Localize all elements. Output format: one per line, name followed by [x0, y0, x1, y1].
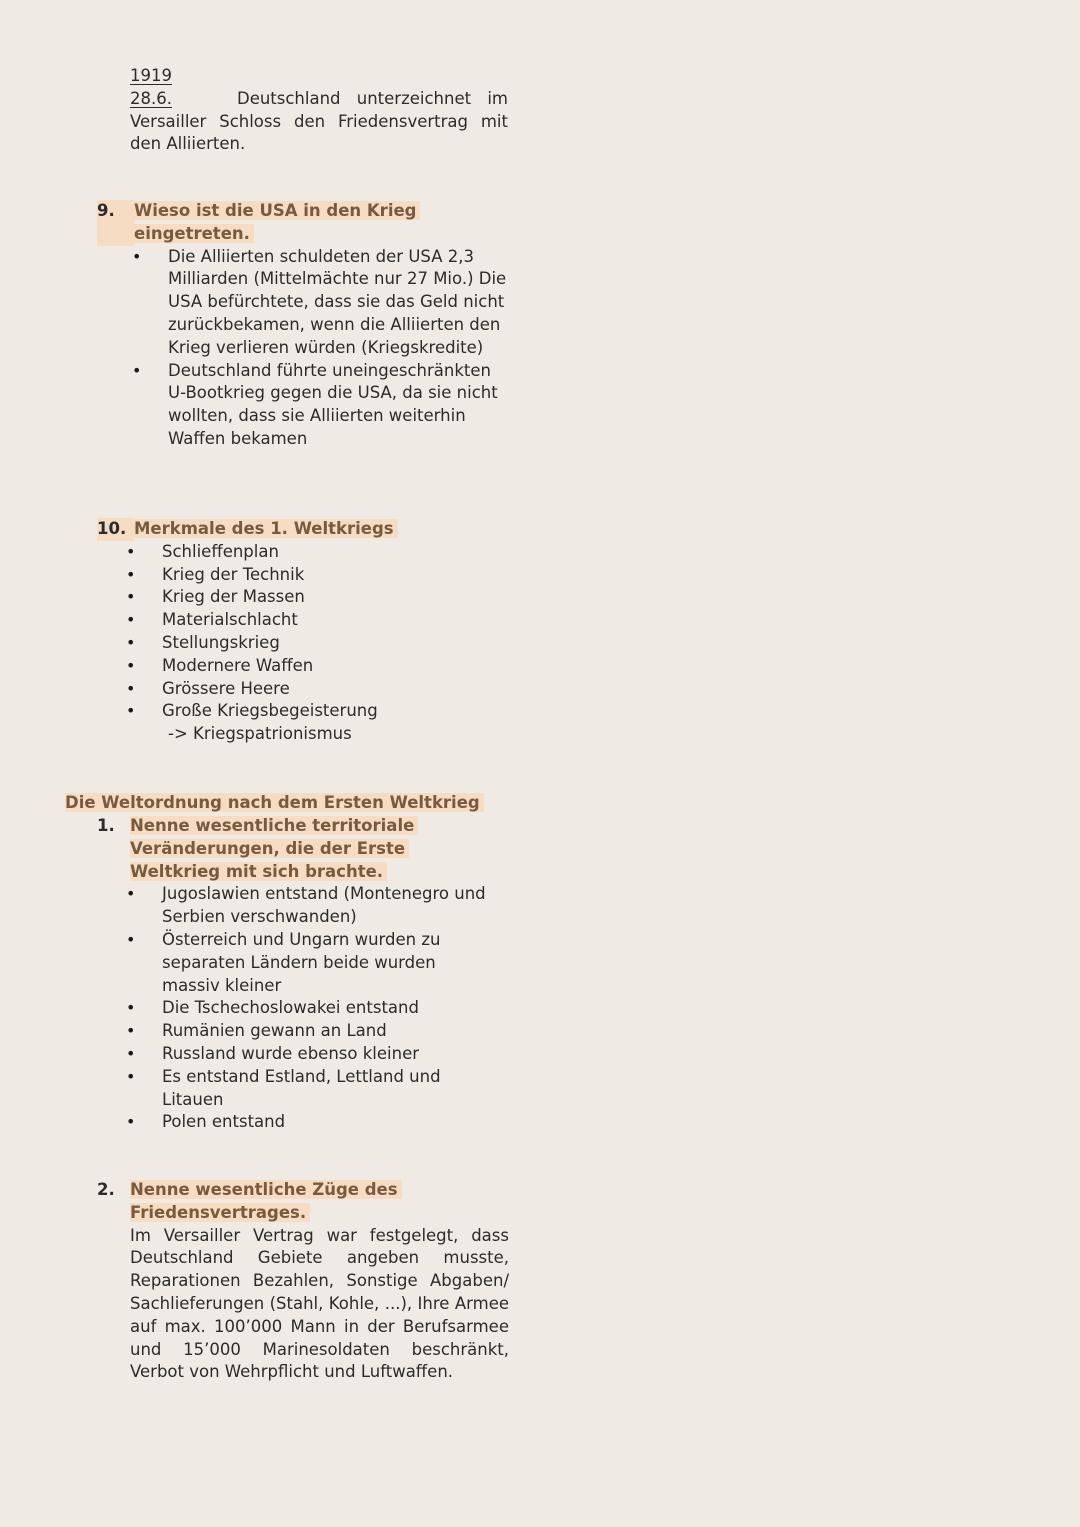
question-10-title: Merkmale des 1. Weltkriegs — [134, 519, 398, 538]
question-9-list — [130, 246, 509, 451]
list-item: • Materialschlacht — [124, 609, 509, 632]
list-item: • Grössere Heere — [124, 678, 509, 701]
section-question-2-heading — [97, 1179, 509, 1225]
list-item: • Die Alliierten schuldeten der USA 2,3 Milliarden (Mittelmächte nur 27 Mio.) Die USA befürchtete, dass sie das Geld nicht zurückbekamen, wenn die Alliierten den Krieg verlieren würden (Kriegskredite) — [130, 246, 509, 360]
section-question-2-number: 2. — [97, 1180, 115, 1199]
intro-year: 1919 — [130, 66, 172, 85]
list-item: • Jugoslawien entstand (Montenegro und Serbien verschwanden) — [124, 883, 487, 929]
section-question-1-heading — [97, 815, 509, 883]
section-question-1 — [97, 815, 509, 1134]
section-title — [65, 792, 525, 815]
list-item: • Krieg der Technik — [124, 564, 509, 587]
list-item: • Rumänien gewann an Land — [124, 1020, 487, 1043]
list-item: • Modernere Waffen — [124, 655, 509, 678]
list-item: • Russland wurde ebenso kleiner — [124, 1043, 487, 1066]
intro-note — [130, 65, 508, 156]
section-question-1-title: Nenne wesentliche territoriale Veränderungen, die der Erste Weltkrieg mit sich brachte. — [130, 816, 418, 881]
list-item: • Polen entstand — [124, 1111, 487, 1134]
list-item: • Schlieffenplan — [124, 541, 509, 564]
question-10-list — [130, 541, 509, 723]
list-item: • Stellungskrieg — [124, 632, 509, 655]
intro-paragraph — [130, 88, 508, 156]
list-item: • Krieg der Massen — [124, 586, 509, 609]
section-question-2 — [97, 1179, 509, 1384]
section-question-1-list — [124, 883, 487, 1134]
list-item: • Deutschland führte uneingeschränkten U-Bootkrieg gegen die USA, da sie nicht wollten, dass sie Alliierten weiterhin Waffen bekamen — [130, 360, 509, 451]
section-question-1-number: 1. — [97, 816, 115, 835]
section-title-text: Die Weltordnung nach dem Ersten Weltkrieg — [65, 793, 484, 812]
intro-text: Deutschland unterzeichnet im Versailler Schloss den Friedensvertrag mit den Alliierten. — [130, 88, 508, 154]
list-item: • Österreich und Ungarn wurden zu separaten Ländern beide wurden massiv kleiner — [124, 929, 487, 997]
question-9-title: Wieso ist die USA in den Krieg eingetreten. — [134, 201, 420, 243]
list-item: • Die Tschechoslowakei entstand — [124, 997, 487, 1020]
question-9-number: 9. — [97, 200, 134, 246]
intro-date: 28.6. — [130, 88, 172, 108]
list-item: • Es entstand Estland, Lettland und Litauen — [124, 1066, 487, 1112]
question-9 — [97, 200, 509, 451]
section-question-2-answer: Im Versailler Vertrag war festgelegt, dass Deutschland Gebiete angeben musste, Reparationen Bezahlen, Sonstige Abgaben/ Sachlieferungen (Stahl, Kohle, ...), Ihre Armee auf max. 100’000 Mann in der Berufsarmee und 15’000 Marinesoldaten beschränkt, Verbot von Wehrpflicht und Luftwaffen. — [130, 1225, 509, 1382]
question-10-number: 10. — [97, 518, 134, 541]
list-continuation: -> Kriegspatrionismus — [168, 724, 352, 744]
question-10 — [97, 518, 509, 746]
question-9-heading — [97, 200, 509, 246]
section-question-2-title: Nenne wesentliche Züge des Friedensvertrages. — [130, 1180, 402, 1222]
list-item: • Große Kriegsbegeisterung — [124, 700, 509, 723]
question-10-heading — [97, 518, 509, 541]
